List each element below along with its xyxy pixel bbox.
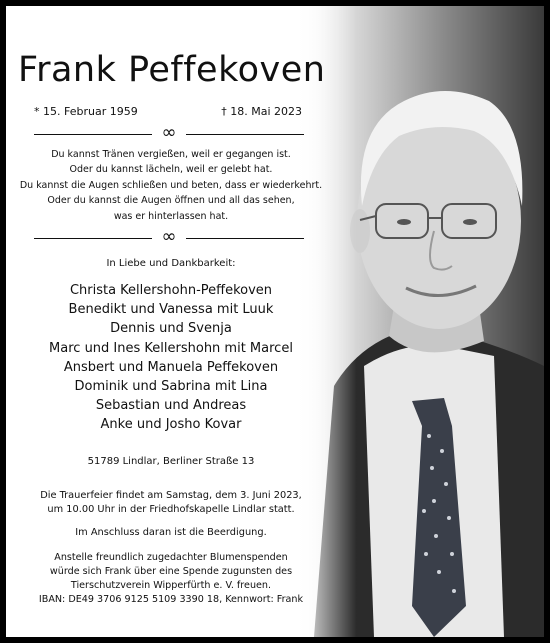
thanks-heading: In Liebe und Dankbarkeit:	[106, 258, 236, 269]
service-line: um 10.00 Uhr in der Friedhofskapelle Lindlar statt.	[47, 504, 295, 516]
portrait-illustration	[294, 6, 544, 637]
birth-date: * 15. Februar 1959	[34, 105, 138, 118]
deceased-name: Frank Peffekoven	[18, 50, 326, 90]
infinity-icon: ∞	[161, 122, 177, 143]
family-member: Ansbert und Manuela Peffekoven	[63, 359, 279, 375]
donation-line: würde sich Frank über eine Spende zugunsten des	[49, 566, 293, 578]
family-member: Marc und Ines Kellershohn mit Marcel	[49, 340, 293, 356]
family-member: Christa Kellershohn-Peffekoven	[69, 283, 273, 298]
poem-line: Du kannst Tränen vergießen, weil er gegangen ist.	[51, 149, 291, 160]
memorial-poem	[18, 147, 324, 224]
family-member: Sebastian und Andreas	[95, 398, 247, 414]
poem-line: Oder du kannst lächeln, weil er gelebt hat.	[69, 164, 273, 176]
donation-line: Anstelle freundlich zugedachter Blumenspenden	[54, 552, 288, 563]
donation-info	[18, 551, 324, 607]
infinity-icon: ∞	[161, 226, 177, 247]
poem-line: Du kannst die Augen schließen und beten, dass er wiederkehrt.	[19, 179, 323, 191]
family-member: Dennis und Svenja	[110, 321, 232, 337]
divider-line	[34, 134, 152, 135]
family-member: Dominik und Sabrina mit Lina	[74, 379, 268, 395]
family-member: Benedikt und Vanessa mit Luuk	[68, 302, 274, 318]
portrait-photo	[294, 6, 544, 637]
family-member: Anke und Josho Kovar	[100, 417, 242, 433]
family-list	[18, 281, 324, 435]
divider-top	[34, 122, 304, 143]
divider-line	[186, 238, 304, 239]
address: 51789 Lindlar, Berliner Straße 13	[87, 456, 255, 467]
poem-line: Oder du kannst die Augen öffnen und all das sehen,	[47, 195, 295, 207]
death-date: † 18. Mai 2023	[221, 105, 302, 118]
burial-info: Im Anschluss daran ist die Beerdigung.	[75, 527, 267, 538]
donation-line: IBAN: DE49 3706 9125 5109 3390 18, Kennwort: Frank	[38, 594, 304, 606]
funeral-service-info	[18, 489, 324, 517]
poem-line: was er hinterlassen hat.	[113, 210, 229, 222]
divider-line	[34, 238, 152, 239]
divider-line	[186, 134, 304, 135]
divider-bottom	[34, 226, 304, 247]
donation-line: Tierschutzverein Wipperfürth e. V. freuen.	[70, 580, 272, 592]
service-line: Die Trauerfeier findet am Samstag, dem 3. Juni 2023,	[40, 490, 302, 501]
